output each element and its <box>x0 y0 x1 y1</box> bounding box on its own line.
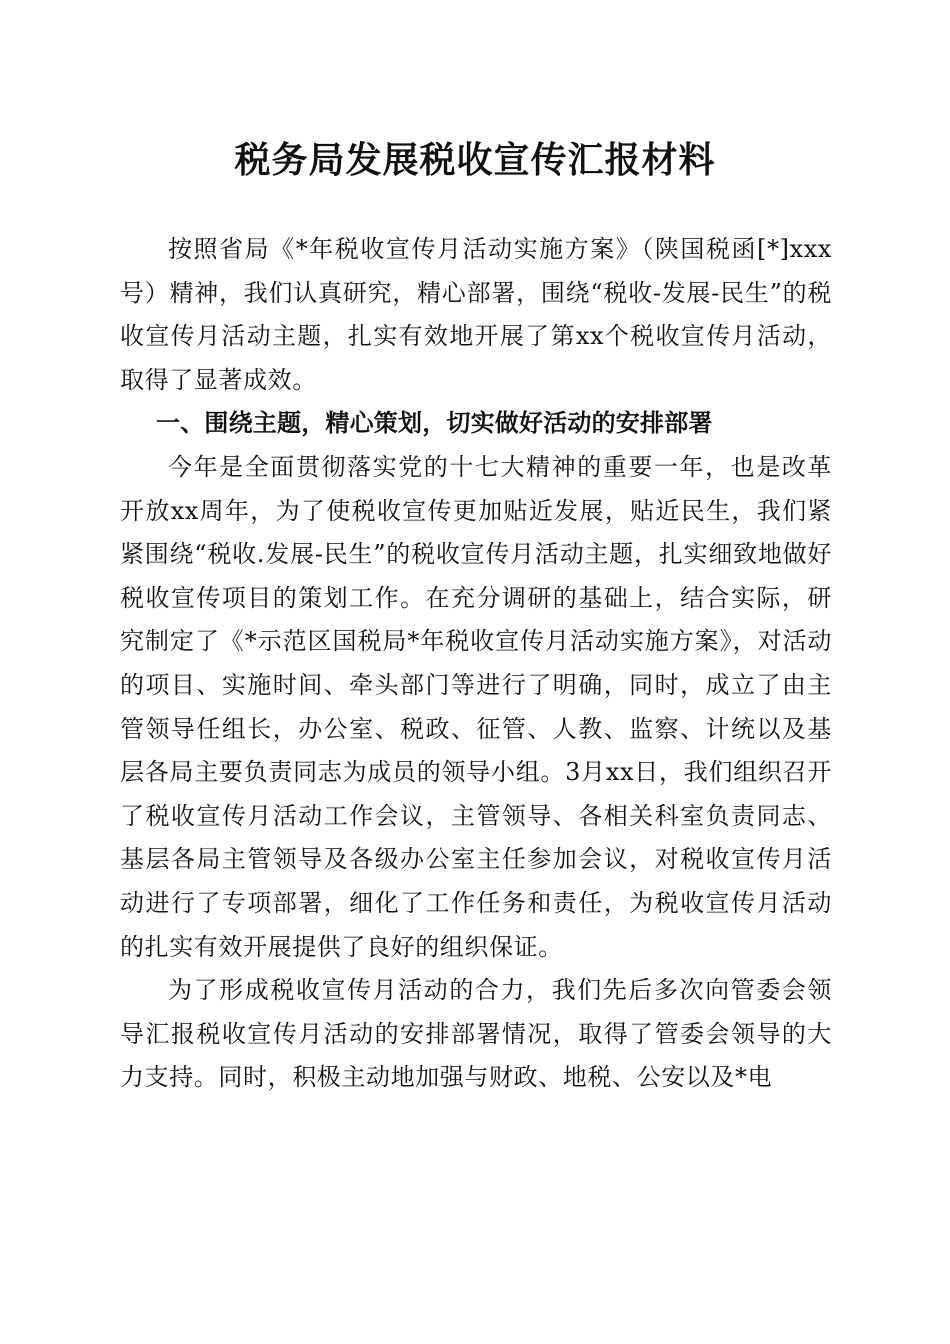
document-body <box>120 228 832 1100</box>
section-1-paragraph-1: 今年是全面贯彻落实党的十七大精神的重要一年，也是改革开放xx周年，为了使税收宣传更加贴近发展，贴近民生，我们紧紧围绕“税收.发展-民生”的税收宣传月活动主题，扎实细致地做好税收宣传项目的策划工作。在充分调研的基础上，结合实际，研究制定了《*示范区国税局*年税收宣传月活动实施方案》，对活动的项目、实施时间、牵头部门等进行了明确，同时，成立了由主管领导任组长，办公室、税政、征管、人教、监察、计统以及基层各局主要负责同志为成员的领导小组。3月xx日，我们组织召开了税收宣传月活动工作会议，主管领导、各相关科室负责同志、基层各局主管领导及各级办公室主任参加会议，对税收宣传月活动进行了专项部署，细化了工作任务和责任，为税收宣传月活动的扎实有效开展提供了良好的组织保证。 <box>120 452 832 961</box>
section-1-paragraph-2: 为了形成税收宣传月活动的合力，我们先后多次向管委会领导汇报税收宣传月活动的安排部署情况，取得了管委会领导的大力支持。同时，积极主动地加强与财政、地税、公安以及*电 <box>120 976 832 1092</box>
document-title: 税务局发展税收宣传汇报材料 <box>234 139 716 181</box>
intro-paragraph: 按照省局《*年税收宣传月活动实施方案》（陕国税函[*]xxx号）精神，我们认真研究，精心部署，围绕“税收-发展-民生”的税收宣传月活动主题，扎实有效地开展了第xx个税收宣传月活动，取得了显著成效。 <box>120 235 832 394</box>
section-1-heading: 一、围绕主题，精心策划，切实做好活动的安排部署 <box>156 409 713 438</box>
